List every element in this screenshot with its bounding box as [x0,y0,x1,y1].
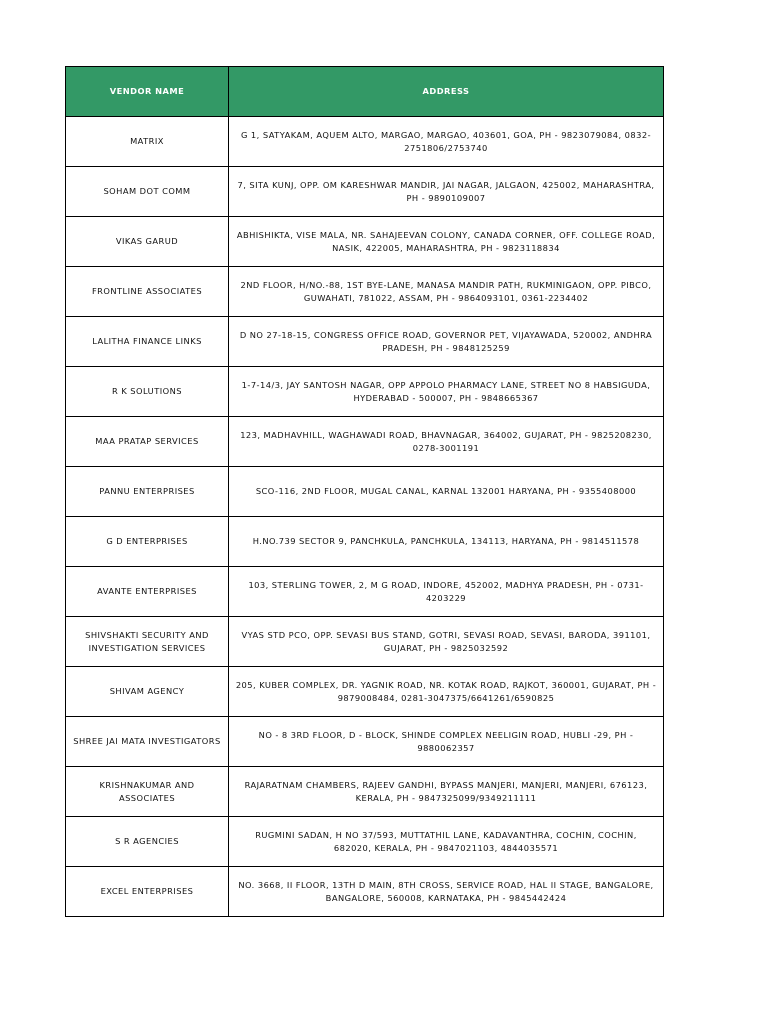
table-row [66,167,664,217]
address-cell: RAJARATNAM CHAMBERS, RAJEEV GANDHI, BYPASS MANJERI, MANJERI, MANJERI, 676123, KERALA, PH - 9847325099/9349211111 [229,767,664,817]
vendor-table [65,66,664,917]
vendor-name-cell: SHIVSHAKTI SECURITY AND INVESTIGATION SERVICES [66,617,229,667]
address-cell: D NO 27-18-15, CONGRESS OFFICE ROAD, GOVERNOR PET, VIJAYAWADA, 520002, ANDHRA PRADESH, PH - 9848125259 [229,317,664,367]
table-row [66,417,664,467]
header-vendor-name: VENDOR NAME [66,67,229,117]
vendor-name-cell: R K SOLUTIONS [66,367,229,417]
vendor-name-cell: SHREE JAI MATA INVESTIGATORS [66,717,229,767]
table-row [66,367,664,417]
address-cell: ABHISHIKTA, VISE MALA, NR. SAHAJEEVAN COLONY, CANADA CORNER, OFF. COLLEGE ROAD, NASIK, 422005, MAHARASHTRA, PH - 9823118834 [229,217,664,267]
table-row [66,117,664,167]
table-body [66,117,664,917]
address-cell: H.NO.739 SECTOR 9, PANCHKULA, PANCHKULA, 134113, HARYANA, PH - 9814511578 [229,517,664,567]
header-address: ADDRESS [229,67,664,117]
address-cell: 1-7-14/3, JAY SANTOSH NAGAR, OPP APPOLO PHARMACY LANE, STREET NO 8 HABSIGUDA, HYDERABAD - 500007, PH - 9848665367 [229,367,664,417]
address-cell: 103, STERLING TOWER, 2, M G ROAD, INDORE, 452002, MADHYA PRADESH, PH - 0731-4203229 [229,567,664,617]
vendor-name-cell: AVANTE ENTERPRISES [66,567,229,617]
vendor-name-cell: MATRIX [66,117,229,167]
vendor-name-cell: LALITHA FINANCE LINKS [66,317,229,367]
address-cell: VYAS STD PCO, OPP. SEVASI BUS STAND, GOTRI, SEVASI ROAD, SEVASI, BARODA, 391101, GUJARAT, PH - 9825032592 [229,617,664,667]
vendor-name-cell: FRONTLINE ASSOCIATES [66,267,229,317]
table-row [66,767,664,817]
address-cell: G 1, SATYAKAM, AQUEM ALTO, MARGAO, MARGAO, 403601, GOA, PH - 9823079084, 0832-2751806/2753740 [229,117,664,167]
table-row [66,667,664,717]
address-cell: 2ND FLOOR, H/NO.-88, 1ST BYE-LANE, MANASA MANDIR PATH, RUKMINIGAON, OPP. PIBCO, GUWAHATI, 781022, ASSAM, PH - 9864093101, 0361-2234402 [229,267,664,317]
address-cell: RUGMINI SADAN, H NO 37/593, MUTTATHIL LANE, KADAVANTHRA, COCHIN, COCHIN, 682020, KERALA, PH - 9847021103, 4844035571 [229,817,664,867]
vendor-name-cell: VIKAS GARUD [66,217,229,267]
vendor-name-cell: PANNU ENTERPRISES [66,467,229,517]
address-cell: NO. 3668, II FLOOR, 13TH D MAIN, 8TH CROSS, SERVICE ROAD, HAL II STAGE, BANGALORE, BANGALORE, 560008, KARNATAKA, PH - 9845442424 [229,867,664,917]
vendor-name-cell: S R AGENCIES [66,817,229,867]
table-row [66,617,664,667]
table-row [66,517,664,567]
address-cell: 205, KUBER COMPLEX, DR. YAGNIK ROAD, NR. KOTAK ROAD, RAJKOT, 360001, GUJARAT, PH - 9879008484, 0281-3047375/6641261/6590825 [229,667,664,717]
header-row [66,67,664,117]
table-row [66,217,664,267]
address-cell: NO - 8 3RD FLOOR, D - BLOCK, SHINDE COMPLEX NEELIGIN ROAD, HUBLI -29, PH - 9880062357 [229,717,664,767]
address-cell: 123, MADHAVHILL, WAGHAWADI ROAD, BHAVNAGAR, 364002, GUJARAT, PH - 9825208230, 0278-3001191 [229,417,664,467]
vendor-name-cell: SOHAM DOT COMM [66,167,229,217]
vendor-name-cell: SHIVAM AGENCY [66,667,229,717]
table-row [66,867,664,917]
address-cell: 7, SITA KUNJ, OPP. OM KARESHWAR MANDIR, JAI NAGAR, JALGAON, 425002, MAHARASHTRA, PH - 9890109007 [229,167,664,217]
table-row [66,467,664,517]
table-row [66,567,664,617]
vendor-name-cell: KRISHNAKUMAR AND ASSOCIATES [66,767,229,817]
table-row [66,717,664,767]
vendor-name-cell: G D ENTERPRISES [66,517,229,567]
table-row [66,317,664,367]
address-cell: SCO-116, 2ND FLOOR, MUGAL CANAL, KARNAL 132001 HARYANA, PH - 9355408000 [229,467,664,517]
table-row [66,817,664,867]
vendor-table-container [65,66,663,917]
vendor-name-cell: MAA PRATAP SERVICES [66,417,229,467]
table-header [66,67,664,117]
vendor-name-cell: EXCEL ENTERPRISES [66,867,229,917]
table-row [66,267,664,317]
